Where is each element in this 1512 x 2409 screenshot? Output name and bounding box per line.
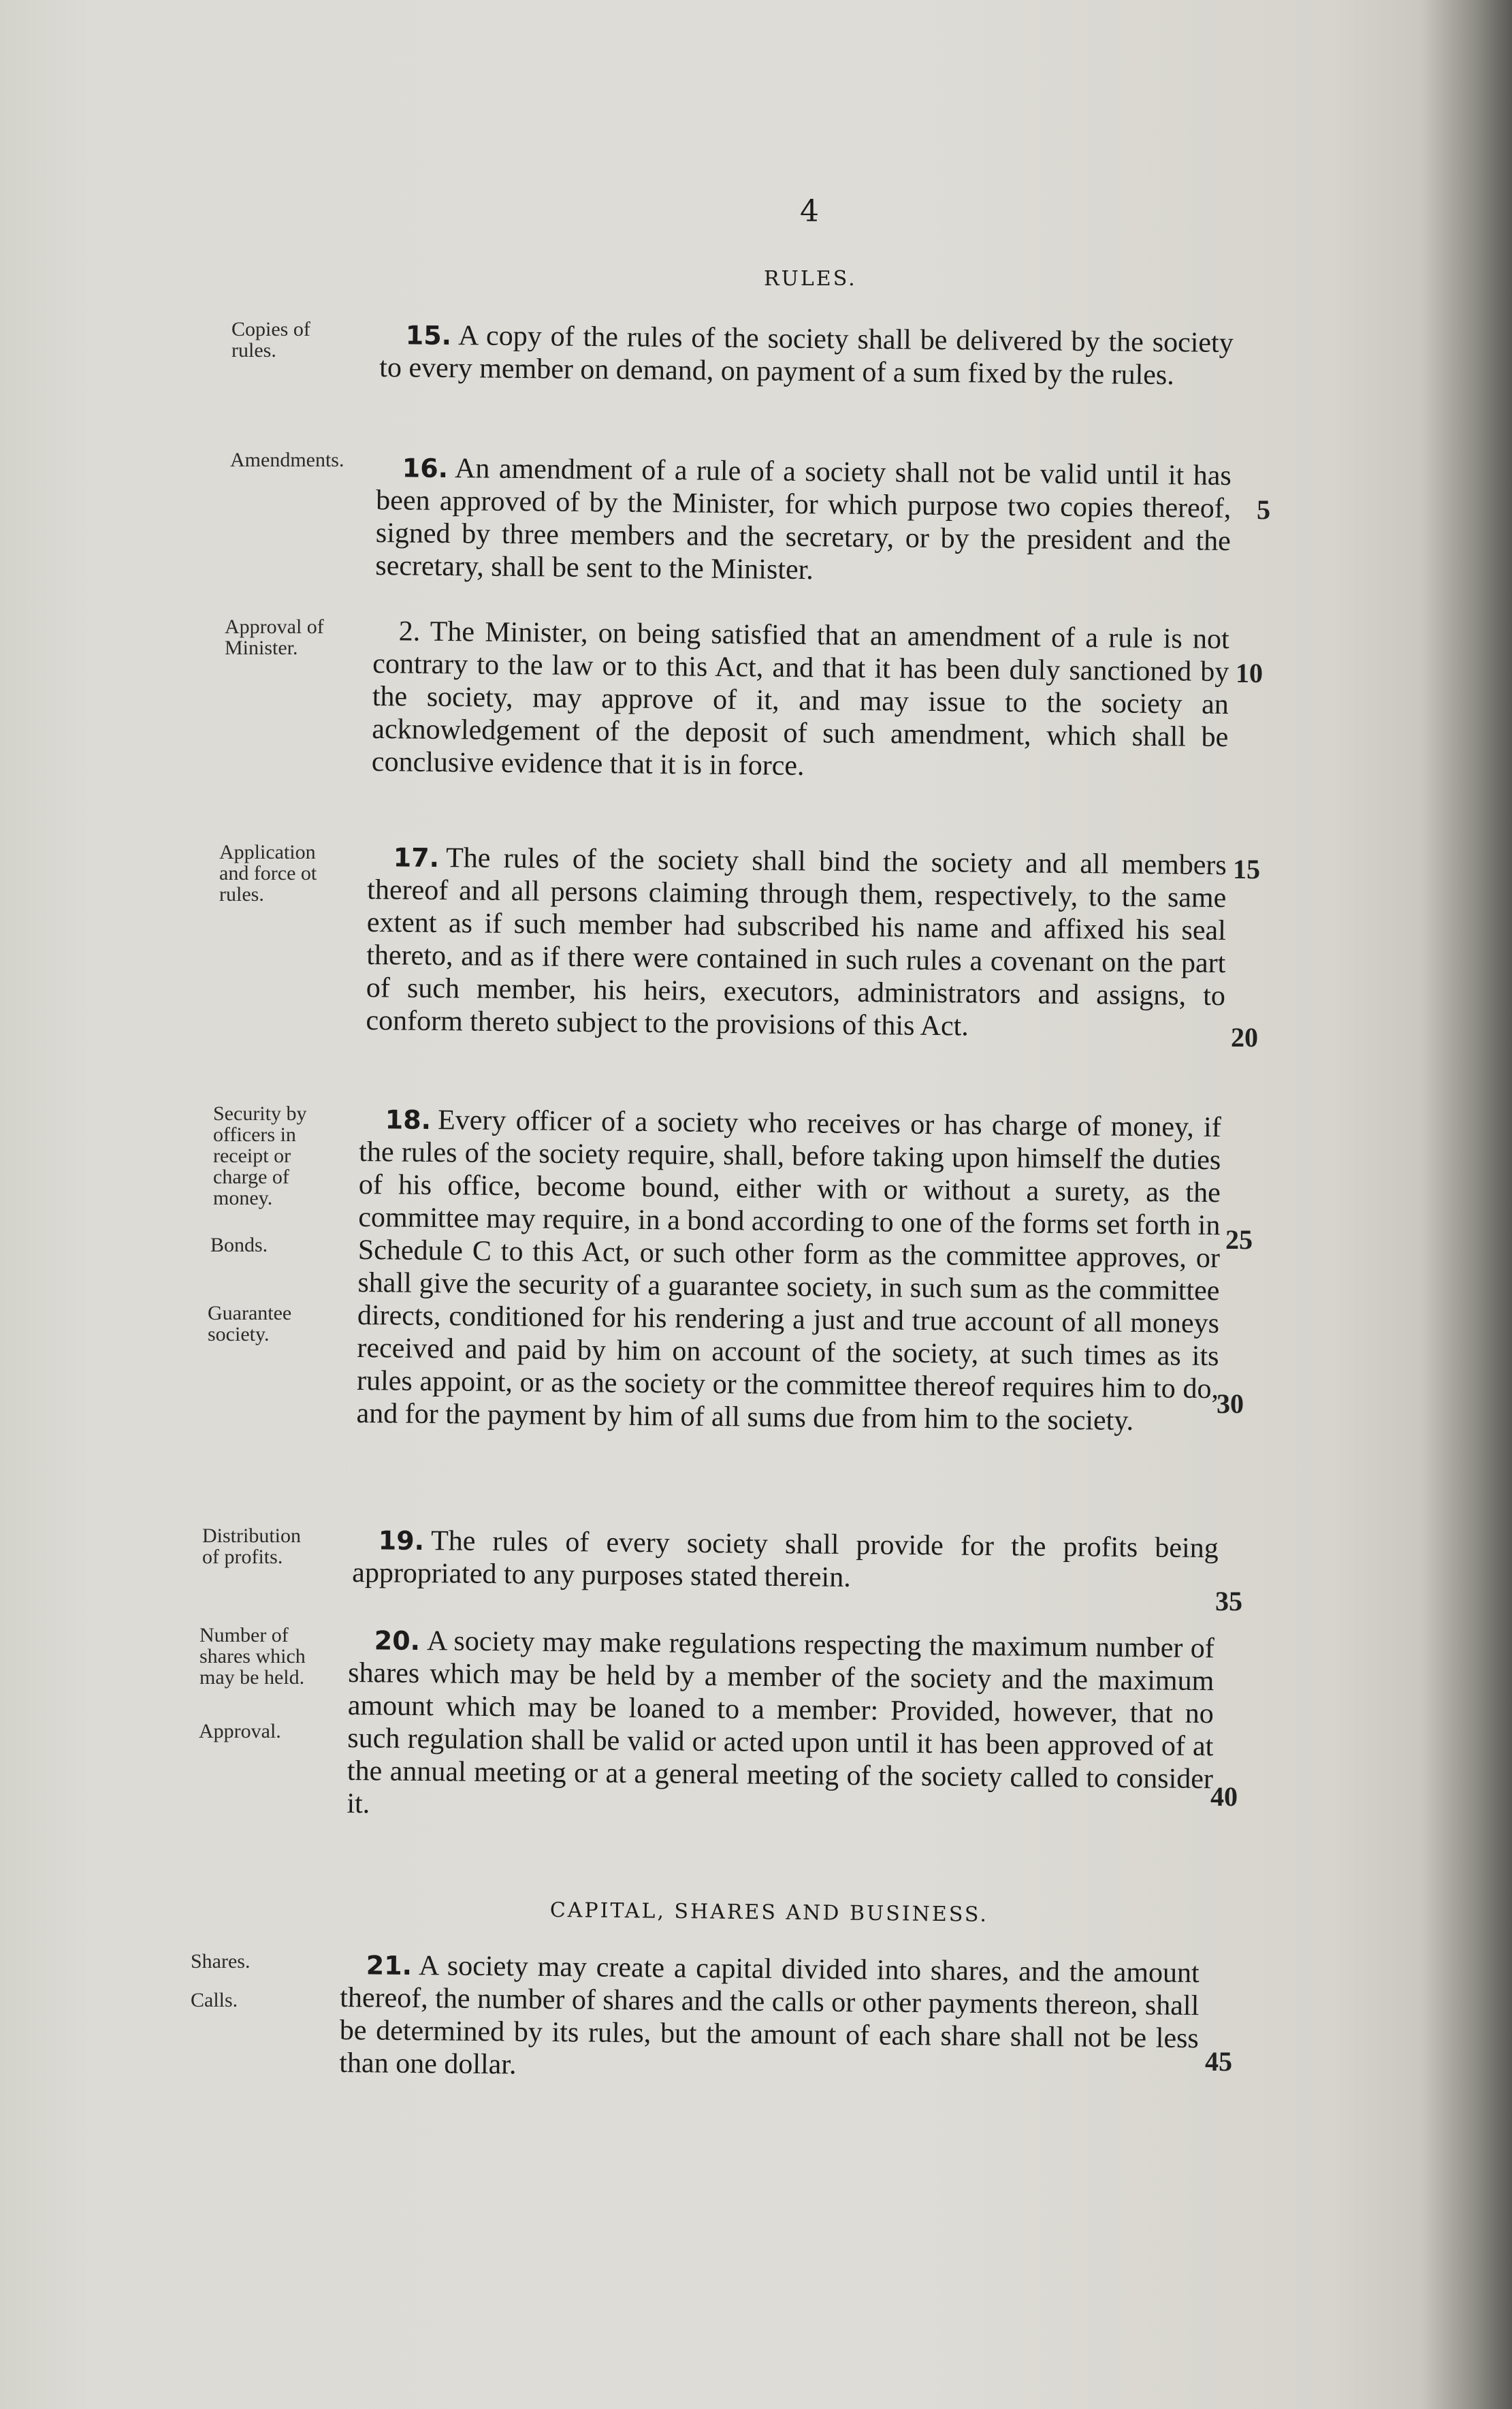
margin-note-line: Amendments. <box>230 449 344 471</box>
margin-note-line: rules. <box>219 883 264 906</box>
margin-note-line: society. <box>208 1323 270 1345</box>
margin-note-line: Minister. <box>225 637 298 659</box>
heading-rules: RULES. <box>764 267 857 291</box>
section-19 <box>352 1524 1219 1594</box>
margin-note-line: Security by <box>213 1102 307 1125</box>
section-text: The rules of the society shall bind the society and all members thereof and all persons claiming through them, respectively, to the same extent as if such member had subscribed his name and affixed his seal thereto, and as if there were contained in such rules a covenant on the part of such member, his heirs, executors, administrators and assigns, to conform thereto subject to the provisions of this Act. <box>366 842 1227 1042</box>
margin-note-line: charge of <box>213 1166 289 1188</box>
margin-note-line: Copies of <box>231 318 310 340</box>
margin-note-line: Calls. <box>191 1989 238 2011</box>
section-number: 15. <box>405 320 452 351</box>
margin-note-line: Application <box>219 841 316 863</box>
margin-note-line: Number of <box>199 1624 289 1646</box>
section-text: 2. The Minister, on being satisfied that an amendment of a rule is not contrary to the law or to this Act, and that it has been duly sanctioned by the society, may approve of it, and may issue to the society an acknowledgement of the deposit of such amendment, which shall be conclusive evidence that it is in force. <box>371 616 1229 782</box>
margin-note-line: officers in <box>213 1123 296 1146</box>
section-text: Every officer of a society who receives or has charge of money, if the rules of the society require, shall, before taking upon himself the duties of his office, become bound, either with or without a surety, as the committee may require, in a bond according to one of the forms set forth in Schedule C to this Act, or such other form as the committee approves, or shall give the security of a guarantee society, in such sum as the committee directs, conditioned for his rendering a just and true account of all moneys received and paid by him on account of the society, at such times as its rules appoint, or as the society or the committee thereof requires him to do, and for the payment by him of all sums due from him to the society. <box>356 1104 1221 1437</box>
section-16 <box>375 451 1232 586</box>
section-number: 19. <box>378 1525 425 1557</box>
margin-note-line: shares which <box>199 1645 306 1668</box>
margin-note-guarantee <box>208 1303 291 1345</box>
margin-note-line: may be held. <box>199 1666 305 1689</box>
section-17 <box>366 841 1227 1042</box>
section-text: The rules of every society shall provide for the profits being appropriated to any purposes stated therein. <box>352 1525 1219 1594</box>
margin-note-line: Shares. <box>191 1950 251 1973</box>
line-number: 25 <box>1225 1224 1253 1255</box>
margin-note-bonds <box>210 1234 268 1256</box>
margin-note-line: Approval of <box>225 616 324 638</box>
margin-note-security <box>213 1103 306 1209</box>
margin-note-amendments <box>230 449 344 470</box>
page-number: 4 <box>800 194 819 229</box>
margin-note-number-shares <box>199 1625 306 1688</box>
section-21 <box>340 1949 1200 2079</box>
margin-note-line: rules. <box>231 339 276 362</box>
margin-note-line: receipt or <box>213 1145 291 1167</box>
margin-note-approval-minister <box>225 616 324 658</box>
section-18 <box>356 1103 1221 1437</box>
section-text: A society may create a capital divided into shares, and the amount thereof, the number of shares and the calls or other payments thereon, shall be determined by its rules, but the amount of each share shall not be less than one dollar. <box>339 1950 1200 2081</box>
heading-capital-shares-business: CAPITAL, SHARES AND BUSINESS. <box>549 1898 989 1927</box>
section-number: 17. <box>393 842 440 874</box>
section-15 <box>379 319 1234 392</box>
margin-note-approval <box>199 1721 281 1742</box>
section-text: An amendment of a rule of a society shall not be valid until it has been approved of by the Minister, for which purpose two copies thereof, signed by three members and the secretary, or by the president and the secretary, shall be sent to the Minister. <box>375 453 1232 586</box>
line-number: 15 <box>1233 854 1260 884</box>
section-text: A society may make regulations respecting the maximum number of shares which may be held by a member of the society and the maximum amount which may be loaned to a member: Provided, however, that no such regulation shall be valid or acted upon until it has been approved of at the annual meeting or at a general meeting of the society called to consider it. <box>347 1625 1215 1820</box>
section-number: 20. <box>374 1625 421 1657</box>
line-number: 10 <box>1236 658 1263 688</box>
section-number: 18. <box>385 1104 432 1136</box>
margin-note-shares <box>191 1951 250 1972</box>
section-16-subsection-2 <box>371 615 1229 782</box>
line-number: 40 <box>1210 1781 1238 1812</box>
margin-note-copies <box>231 319 310 361</box>
line-number: 35 <box>1215 1586 1242 1616</box>
margin-note-line: Guarantee <box>208 1302 292 1324</box>
section-text: A copy of the rules of the society shall be delivered by the society to every member on demand, on payment of a sum fixed by the rules. <box>379 320 1234 392</box>
margin-note-distribution <box>202 1525 301 1567</box>
section-20 <box>349 1624 1215 1820</box>
line-number: 45 <box>1205 2046 1232 2077</box>
margin-note-calls <box>191 1990 238 2011</box>
line-number: 30 <box>1217 1388 1244 1419</box>
margin-note-application <box>219 842 317 905</box>
margin-note-line: Bonds. <box>210 1234 268 1256</box>
margin-note-line: of profits. <box>202 1546 283 1568</box>
margin-note-line: money. <box>213 1187 273 1209</box>
margin-note-line: and force ot <box>219 862 317 884</box>
section-number: 21. <box>366 1950 413 1981</box>
margin-note-line: Approval. <box>199 1720 281 1742</box>
line-number: 20 <box>1231 1022 1258 1053</box>
section-number: 16. <box>402 453 449 484</box>
margin-note-line: Distribution <box>202 1525 302 1547</box>
line-number: 5 <box>1257 494 1270 525</box>
